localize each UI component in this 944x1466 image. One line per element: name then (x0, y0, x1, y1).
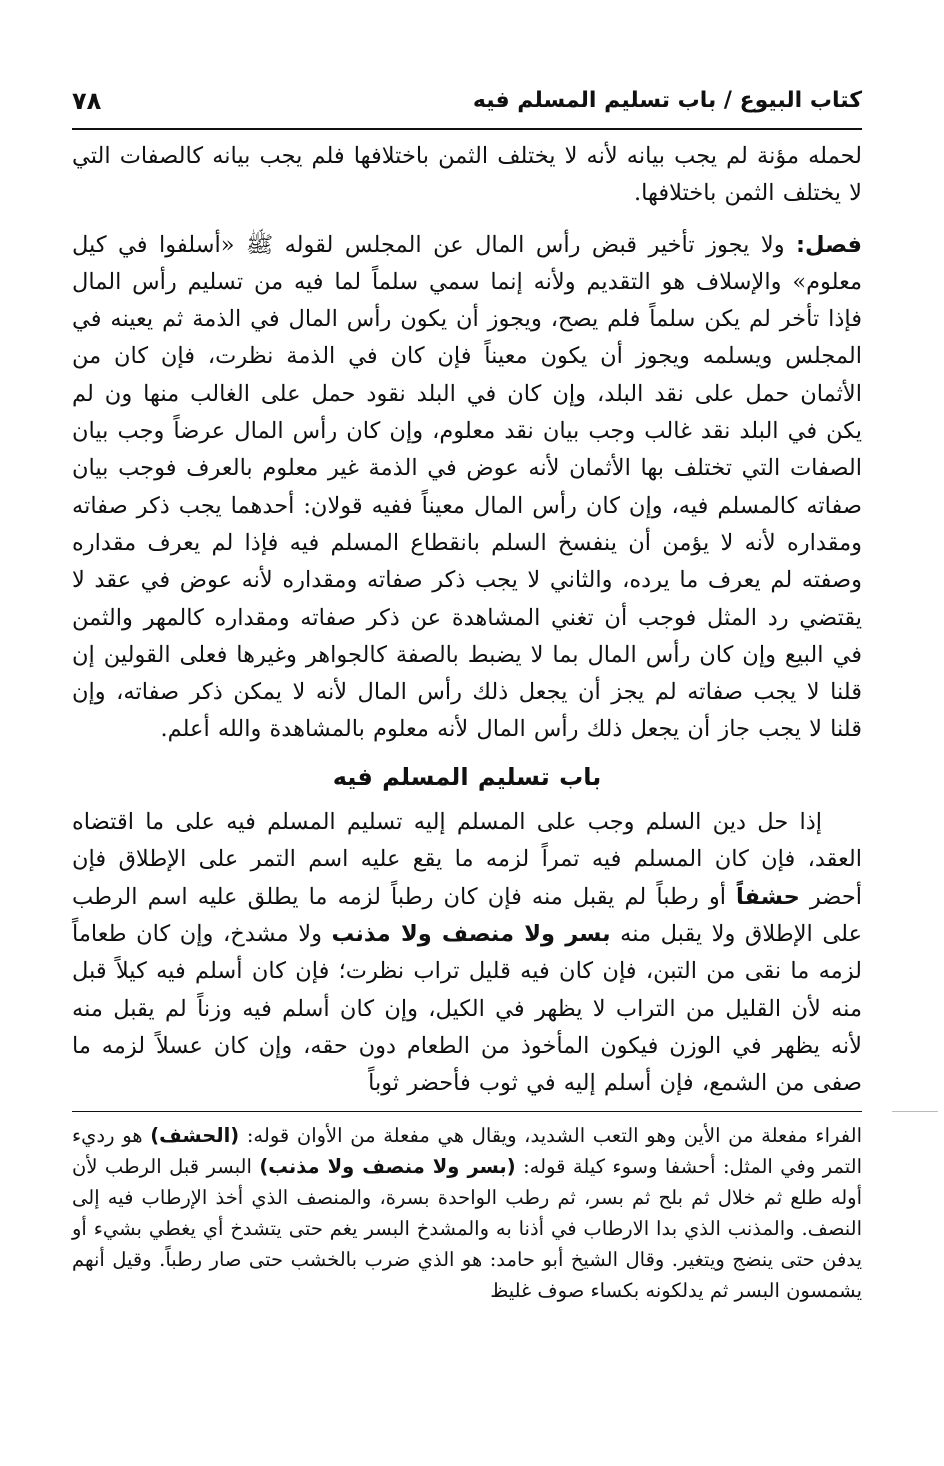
footnote-bold-hashaf: (الحشف) (150, 1124, 240, 1147)
taslim-text-c: ولا مشدخ، وإن كان طعاماً لزمه ما نقى من التبن، فإن كان فيه قليل تراب نظرت؛ فإن كان أسلم فيه كيلاً قبل منه لأن القليل من التراب لا يظهر في الكيل، وإن كان أسلم فيه وزناً لم يقبل منه لأنه يظهر في الوزن فيكون المأخوذ من الطعام دون حقه، وإن كان عسلاً لزمه ما صفى من الشمع، فإن أسلم إليه في ثوب فأحضر ثوباً (72, 920, 862, 1097)
footnote-text-c: البسر قبل الرطب لأن أوله طلع ثم خلال ثم بلح ثم بسر، ثم رطب الواحدة بسرة، والمنصف الذي أخذ الإرطاب فيه إلى النصف. والمذنب الذي بدا الارطاب في أذنا به والمشدخ البسر يغم حتى يتشدخ أي يغطي بشيء أو يدفن حتى ينضج ويتغير. وقال الشيخ أبو حامد: هو الذي ضرب بالخشب حتى صار رطباً. وقيل أنهم يشمسون البسر ثم يدلكونه بكساء صوف غليظ (72, 1155, 862, 1302)
section-heading: باب تسليم المسلم فيه (332, 762, 602, 791)
taslim-text-a: إذا حل دين السلم وجب على المسلم إليه تسليم المسلم فيه على ما اقتضاه العقد، فإن كان المسلم فيه تمراً لزمه ما يقع عليه اسم التمر على الإطلاق فإن أحضر (72, 809, 862, 910)
header-rule (72, 128, 862, 130)
taslim-bold-hashaf: حشفاً (736, 883, 800, 910)
footnote-rule (72, 1111, 862, 1112)
page-number: ٧٨ (72, 87, 102, 115)
paragraph-fasl (72, 227, 862, 749)
running-title: كتاب البيوع / باب تسليم المسلم فيه (472, 88, 862, 113)
footnote-bold-busr: (بسر ولا منصف ولا مذنب) (259, 1155, 516, 1178)
margin-mark (892, 1111, 938, 1112)
page-header (72, 84, 862, 124)
footnotes (72, 1120, 862, 1306)
footnote-text-b: هو رديء التمر وفي المثل: أحشفا وسوء كيلة قوله: (72, 1124, 862, 1178)
fasl-text: ولا يجوز تأخير قبض رأس المال عن المجلس لقوله ﷺ «أسلفوا في كيل معلوم» والإسلاف هو التقديم ولأنه إنما سمي سلماً لما فيه من تسليم رأس المال فإذا تأخر لم يكن سلماً فلم يصح، ويجوز أن يكون رأس المال في الذمة ثم يعينه في المجلس ويسلمه ويجوز أن يكون معيناً فإن كان في الذمة نظرت، فإن كان من الأثمان حمل على نقد البلد، وإن كان في البلد نقود حمل على الغالب منها ون لم يكن في البلد نقد غالب وجب بيان نقد معلوم، وإن كان رأس المال عرضاً وجب بيان الصفات التي تختلف بها الأثمان لأنه عوض في الذمة غير معلوم بالعرف فوجب بيان صفاته كالمسلم فيه، وإن كان رأس المال معيناً ففيه قولان: أحدهما يجب ذكر صفاته ومقداره لأنه لا يؤمن أن ينفسخ السلم بانقطاع المسلم فيه فإذا لم يعرف مقداره وصفته لم يعرف ما يرده، والثاني لا يجب ذكر صفاته ومقداره لأنه عوض في عقد لا يقتضي رد المثل فوجب أن تغني المشاهدة عن ذكر صفاته ومقداره كالمهر والثمن في البيع وإن كان رأس المال بما لا يضبط بالصفة كالجواهر وغيرها فعلى القولين إن قلنا لا يجب صفاته لم يجز أن يجعل ذلك رأس المال لأنه لا يمكن ذكر صفاته، وإن قلنا لا يجب جاز أن يجعل ذلك رأس المال لأنه معلوم بالمشاهدة والله أعلم. (72, 231, 862, 743)
taslim-bold-busr: بسر ولا منصف ولا مذنب (331, 920, 611, 947)
taslim-text-b: أو رطباً لم يقبل منه فإن كان رطباً لزمه ما يطلق عليه اسم الرطب على الإطلاق ولا يقبل منه (72, 883, 862, 947)
footnote-paragraph (72, 1120, 862, 1306)
main-text (72, 138, 862, 1102)
paragraph-taslim (72, 804, 862, 1102)
footnote-text-a: الفراء مفعلة من الأين وهو التعب الشديد، ويقال هي مفعلة من الأوان قوله: (239, 1124, 862, 1147)
fasl-label: فصل: (796, 231, 862, 258)
paragraph-continuation: لحمله مؤنة لم يجب بيانه لأنه لا يختلف الثمن باختلافها فلم يجب بيانه كالصفات التي لا يختلف الثمن باختلافها. (72, 143, 862, 207)
